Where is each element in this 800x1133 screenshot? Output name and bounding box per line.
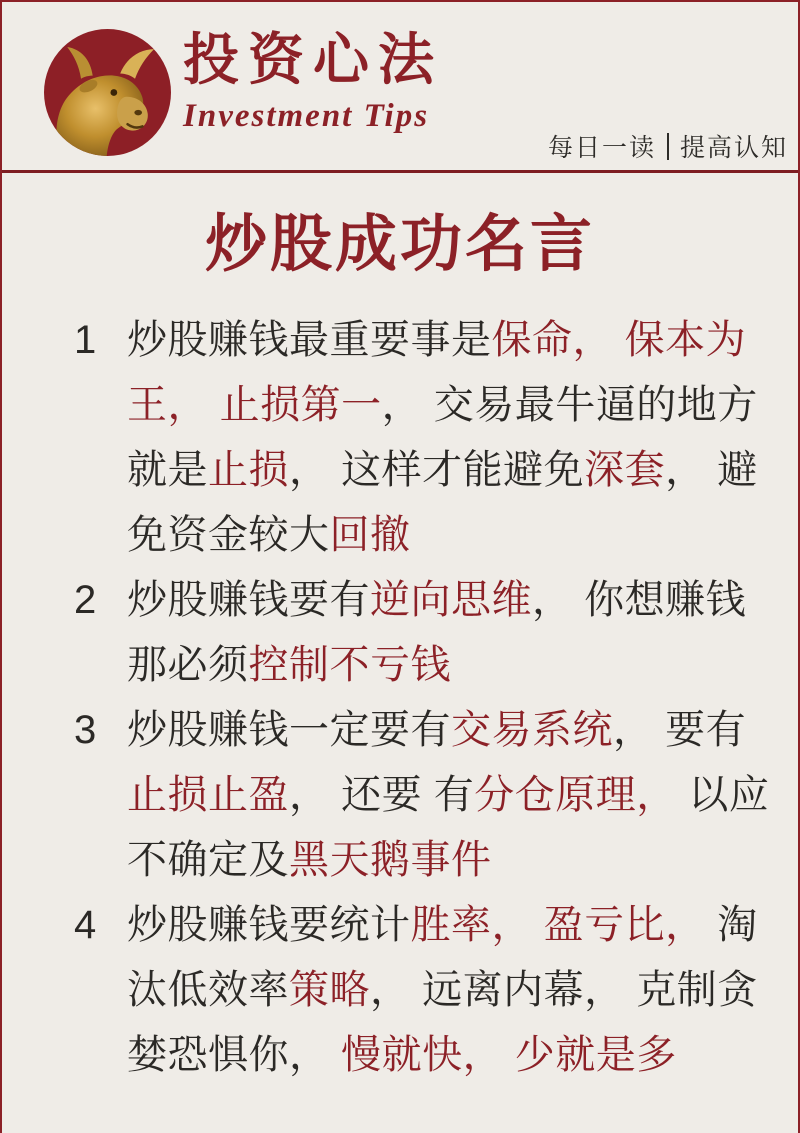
plain-text: 不确定及: [127, 838, 289, 883]
quote-item: [74, 308, 768, 568]
highlight-text: 慢就快， 少就是多: [329, 1033, 677, 1078]
header: [2, 2, 798, 170]
highlight-text: 王， 止损第一: [127, 383, 382, 428]
highlight-text: 黑天鹅事件: [289, 838, 492, 883]
tagline-left: 每日一读: [547, 134, 656, 162]
highlight-text: 回撤: [329, 513, 411, 558]
quote-item: [74, 568, 768, 698]
plain-text: ， 交易最牛逼的地方: [381, 383, 758, 428]
item-text: [127, 308, 768, 568]
text-line: [127, 828, 768, 893]
plain-text: 汰低效率: [127, 968, 289, 1013]
item-number: 2: [74, 578, 97, 623]
text-line: [127, 893, 768, 958]
text-line: [127, 308, 768, 373]
highlight-text: 保命， 保本为: [491, 318, 747, 363]
text-line: [127, 633, 768, 698]
plain-text: 炒股赚钱要统计: [127, 903, 411, 948]
highlight-text: 深套: [584, 448, 666, 493]
item-number: 4: [74, 903, 97, 948]
highlight-text: 止损: [208, 448, 289, 493]
text-line: [127, 438, 768, 503]
text-line: [127, 503, 768, 568]
plain-text: 就是: [127, 448, 208, 493]
brand-subtitle: Investment Tips: [183, 97, 430, 134]
plain-text: 婪恐惧你，: [127, 1033, 330, 1078]
tagline: [548, 128, 788, 164]
plain-text: ， 远离内幕， 克制贪: [370, 968, 758, 1013]
highlight-text: 策略: [289, 968, 370, 1013]
highlight-text: 止损止盈: [127, 773, 289, 818]
plain-text: 那必须: [127, 643, 249, 688]
tagline-divider: [667, 133, 669, 160]
item-text: [127, 568, 768, 698]
highlight-text: 控制不亏钱: [248, 643, 451, 688]
tagline-right: 提高认知: [679, 134, 788, 162]
highlight-text: 分仓原理，: [474, 773, 677, 818]
highlight-text: 胜率， 盈亏比，: [410, 903, 706, 948]
quote-item: [74, 698, 768, 893]
plain-text: 炒股赚钱一定要有: [127, 708, 451, 753]
page-title: 炒股成功名言: [204, 210, 595, 279]
plain-text: 炒股赚钱最重要事是: [127, 318, 492, 363]
plain-text: 炒股赚钱要有: [127, 578, 370, 623]
brand: [183, 27, 443, 135]
item-number: 1: [74, 318, 97, 363]
bull-statue-icon: [44, 29, 171, 156]
highlight-text: 交易系统: [451, 708, 613, 753]
highlight-text: 逆向思维: [370, 578, 532, 623]
plain-text: ， 你想赚钱: [532, 578, 747, 623]
plain-text: ， 还要 有: [289, 773, 475, 818]
item-text: [127, 893, 768, 1088]
item-number: 3: [74, 708, 97, 753]
plain-text: ， 要有: [613, 708, 747, 753]
item-text: [127, 698, 768, 893]
plain-text: 淘: [705, 903, 758, 948]
quote-list: [2, 308, 798, 1088]
plain-text: ， 这样才能避免: [289, 448, 585, 493]
brand-title: 投资心法: [183, 27, 443, 93]
plain-text: 以应: [676, 773, 770, 818]
text-line: [127, 568, 768, 633]
text-line: [127, 958, 768, 1023]
text-line: [127, 763, 768, 828]
plain-text: 免资金较大: [127, 513, 330, 558]
text-line: [127, 698, 768, 763]
text-line: [127, 373, 768, 438]
text-line: [127, 1023, 768, 1088]
quote-item: [74, 893, 768, 1088]
plain-text: ， 避: [665, 448, 758, 493]
header-rule: [2, 170, 798, 173]
